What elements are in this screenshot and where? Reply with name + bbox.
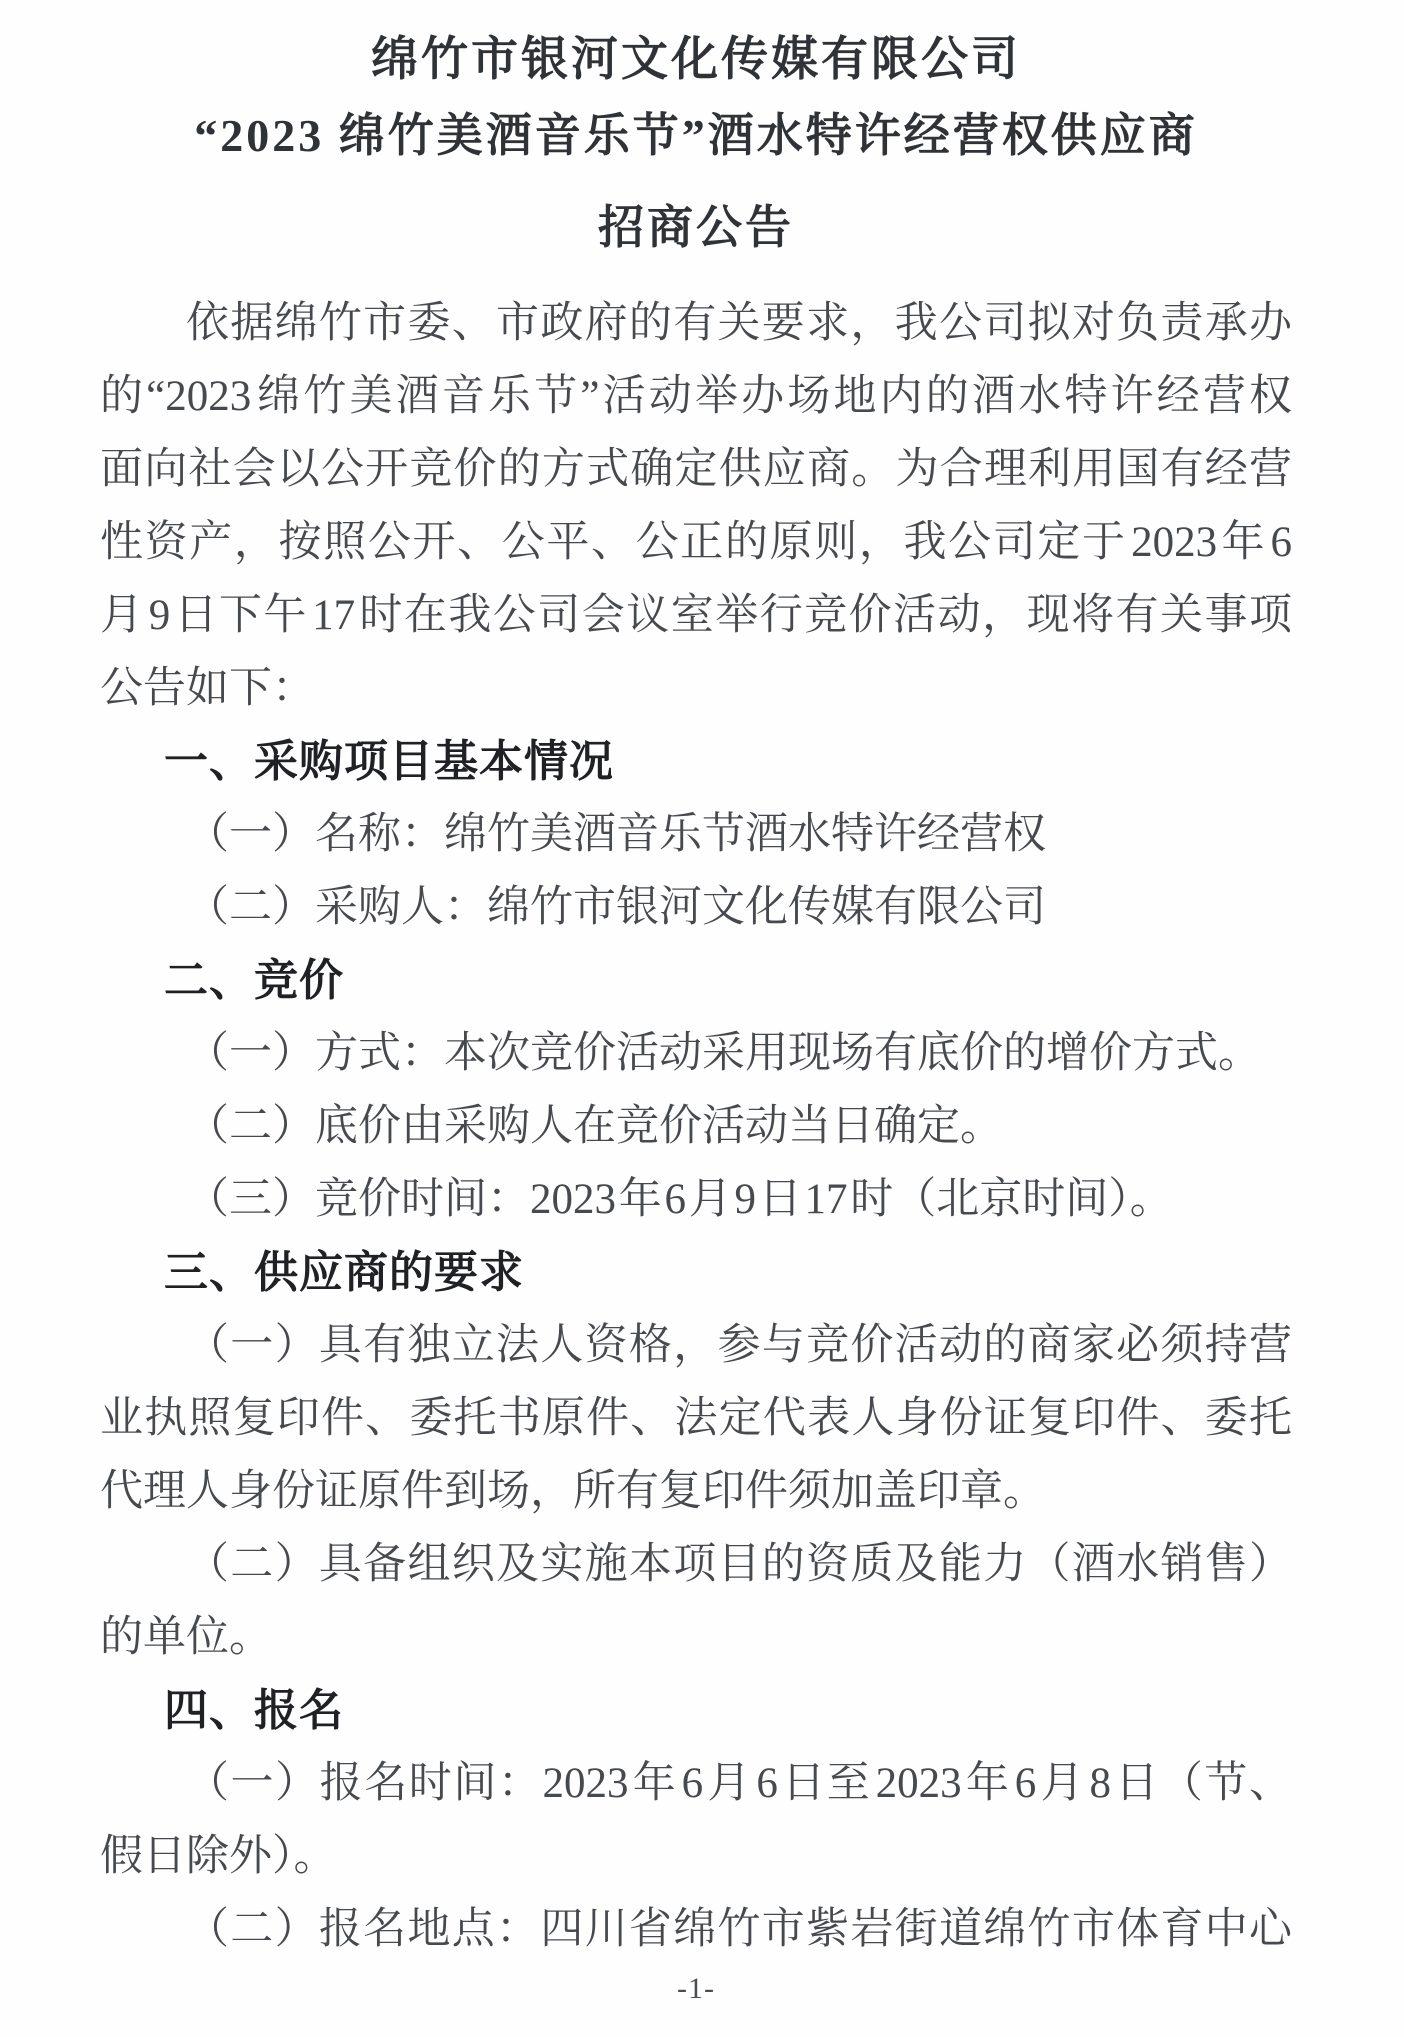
doc-line-4: 性资产，按照公开、公平、公正的原则，我公司定于 2023 年 6 <box>100 519 1292 566</box>
doc-line-19: 的单位。 <box>100 1614 272 1661</box>
doc-line-3: 面向社会以公开竞价的方式确定供应商。为合理利用国有经营 <box>100 446 1292 493</box>
section-heading-1: 一、采购项目基本情况 <box>164 737 614 786</box>
doc-line-22: 假日除外）。 <box>100 1833 337 1880</box>
document-body <box>100 287 1292 1966</box>
doc-line-21: （一）报名时间：2023 年 6 月 6 日至 2023 年 6 月 8 日（节、 <box>186 1760 1292 1807</box>
doc-line-1: 依据绵竹市委、市政府的有关要求，我公司拟对负责承办 <box>186 300 1292 347</box>
doc-line-13: （三）竞价时间：2023 年 6 月 9 日 17 时（北京时间）。 <box>186 1176 1173 1223</box>
section-heading-3: 三、供应商的要求 <box>164 1248 524 1297</box>
page-number: -1- <box>677 1972 715 2005</box>
doc-line-11: （一）方式：本次竞价活动采用现场有底价的增价方式。 <box>186 1030 1261 1077</box>
section-heading-4: 四、报名 <box>164 1686 344 1735</box>
doc-line-18: （二）具备组织及实施本项目的资质及能力（酒水销售） <box>186 1541 1292 1588</box>
doc-line-5: 月 9 日下午 17 时在我公司会议室举行竞价活动，现将有关事项 <box>100 592 1292 639</box>
doc-line-6: 公告如下： <box>100 665 315 712</box>
doc-line-12: （二）底价由采购人在竞价活动当日确定。 <box>186 1103 1003 1150</box>
doc-line-8: （一）名称：绵竹美酒音乐节酒水特许经营权 <box>186 811 1046 858</box>
doc-line-9: （二）采购人：绵竹市银河文化传媒有限公司 <box>186 884 1046 931</box>
doc-title-announcement: 招商公告 <box>598 202 794 253</box>
doc-line-17: 代理人身份证原件到场，所有复印件须加盖印章。 <box>100 1468 1046 1515</box>
doc-line-2: 的“2023 绵竹美酒音乐节”活动举办场地内的酒水特许经营权 <box>100 373 1292 420</box>
section-heading-2: 二、竞价 <box>164 956 344 1005</box>
doc-title-project: “2023 绵竹美酒音乐节”酒水特许经营权供应商 <box>194 110 1198 161</box>
doc-line-23: （二）报名地点：四川省绵竹市紫岩街道绵竹市体育中心 <box>186 1906 1292 1953</box>
doc-line-15: （一）具有独立法人资格，参与竞价活动的商家必须持营 <box>186 1322 1292 1369</box>
doc-title-company: 绵竹市银河文化传媒有限公司 <box>371 34 1021 86</box>
doc-line-16: 业执照复印件、委托书原件、法定代表人身份证复印件、委托 <box>100 1395 1292 1442</box>
